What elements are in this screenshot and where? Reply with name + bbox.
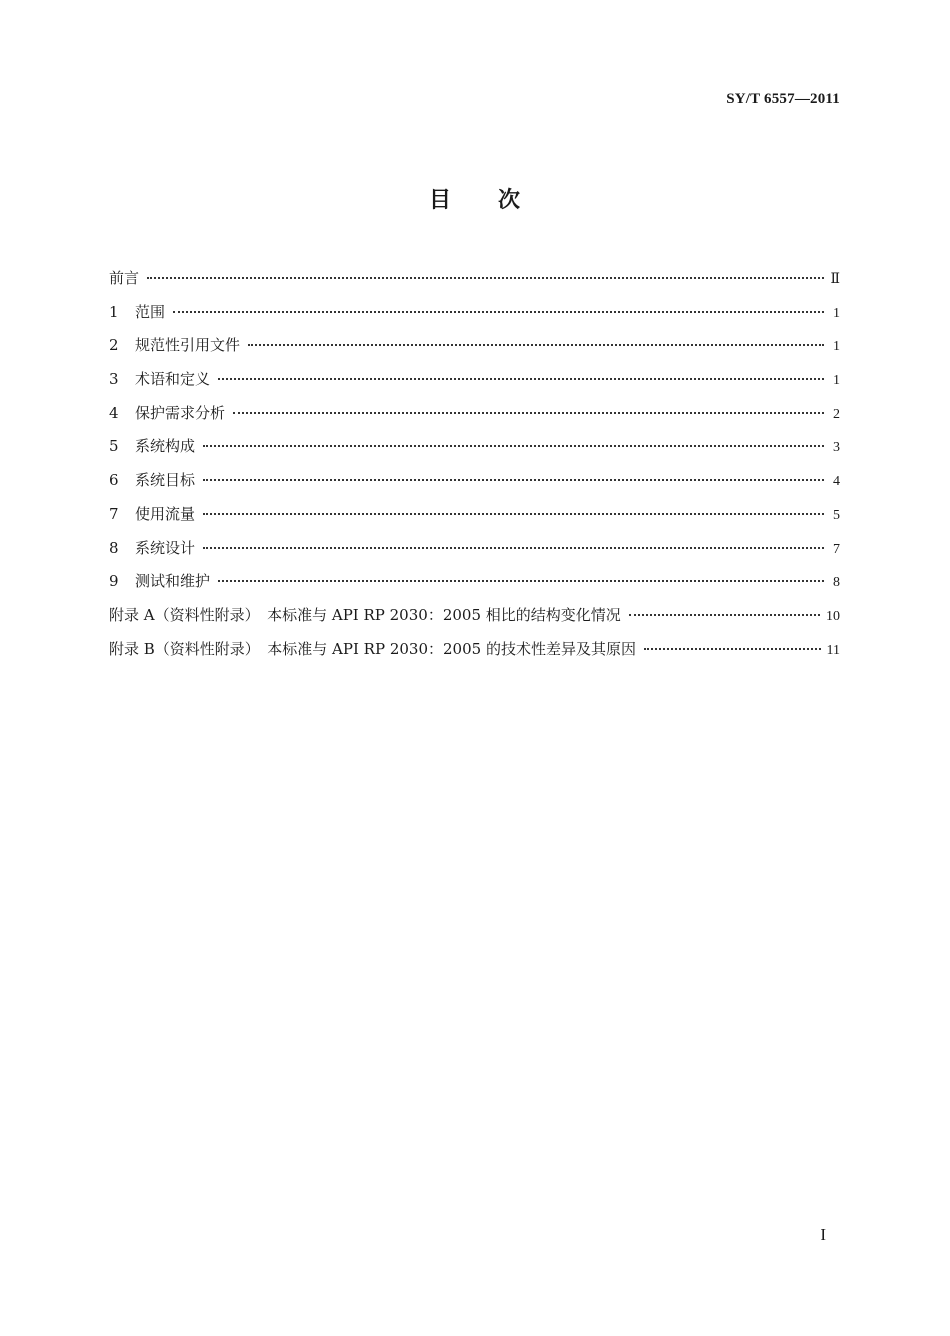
toc-entry-3[interactable] [109,366,840,400]
toc-entry-number: 8 [109,538,119,557]
page-number: I [820,1225,826,1244]
toc-entry-label: 保护需求分析 [135,403,226,422]
toc-entry-number: 5 [109,437,119,456]
toc-entry-page: 1 [833,373,840,389]
toc-entry-1[interactable] [109,299,840,333]
toc-leader-dots [218,580,824,582]
toc-entry-number: 4 [109,403,119,422]
toc-entry-5[interactable] [109,433,840,467]
toc-entry-label: 使用流量 [135,504,196,523]
toc-entry-6[interactable] [109,467,840,501]
toc-entry-label: 系统目标 [135,471,196,490]
toc-entry-label: 范围 [135,302,166,321]
toc-entry-label: 前言 [109,269,140,287]
toc-entry-label: 规范性引用文件 [135,336,241,355]
toc-leader-dots [644,648,821,650]
toc-leader-dots [173,311,824,313]
toc-leader-dots [147,277,824,279]
toc-entry-7[interactable] [109,501,840,535]
toc-entry-2[interactable] [109,332,840,366]
toc-entry-page: 8 [833,575,840,591]
toc-entry-8[interactable] [109,535,840,569]
toc-leader-dots [248,344,824,346]
toc-entry-page: 10 [826,608,840,624]
toc-leader-dots [218,378,824,380]
toc-entry-page: 3 [833,440,840,456]
toc-entry-appendix-b[interactable] [109,636,840,670]
toc-entry-page: 7 [833,541,840,557]
toc-entry-number: 7 [109,504,119,523]
toc-entry-page: 5 [833,507,840,523]
toc-entry-label: 测试和维护 [135,572,211,591]
page-title: 目 次 [428,188,521,213]
toc-entry-page: 2 [833,406,840,422]
toc-entry-label: 系统设计 [135,538,196,557]
toc-entry-number: 3 [109,370,119,389]
toc-entry-page: Ⅱ [830,272,840,287]
toc-leader-dots [629,614,820,616]
toc-leader-dots [203,479,824,481]
toc-leader-dots [203,445,824,447]
toc-entry-label: 附录 A（资料性附录） 本标准与 API RP 2030：2005 相比的结构变化情况 [109,605,621,624]
toc-entry-number: 9 [109,572,119,591]
standard-code: SY/T 6557—2011 [726,91,840,107]
table-of-contents [109,265,840,669]
toc-entry-foreword[interactable] [109,265,840,299]
toc-entry-number: 6 [109,471,119,490]
toc-entry-label: 术语和定义 [135,370,211,389]
toc-entry-page: 4 [833,474,840,490]
toc-leader-dots [203,513,824,515]
toc-leader-dots [203,547,824,549]
toc-entry-9[interactable] [109,568,840,602]
toc-entry-appendix-a[interactable] [109,602,840,636]
toc-leader-dots [233,412,824,414]
toc-entry-label: 系统构成 [135,437,196,456]
toc-entry-number: 1 [109,302,119,321]
toc-entry-page: 1 [833,339,840,355]
toc-entry-page: 11 [826,642,840,658]
toc-entry-page: 1 [833,305,840,321]
toc-entry-label: 附录 B（资料性附录） 本标准与 API RP 2030：2005 的技术性差异及其原因 [109,639,636,658]
toc-entry-4[interactable] [109,400,840,434]
toc-entry-number: 2 [109,336,119,355]
